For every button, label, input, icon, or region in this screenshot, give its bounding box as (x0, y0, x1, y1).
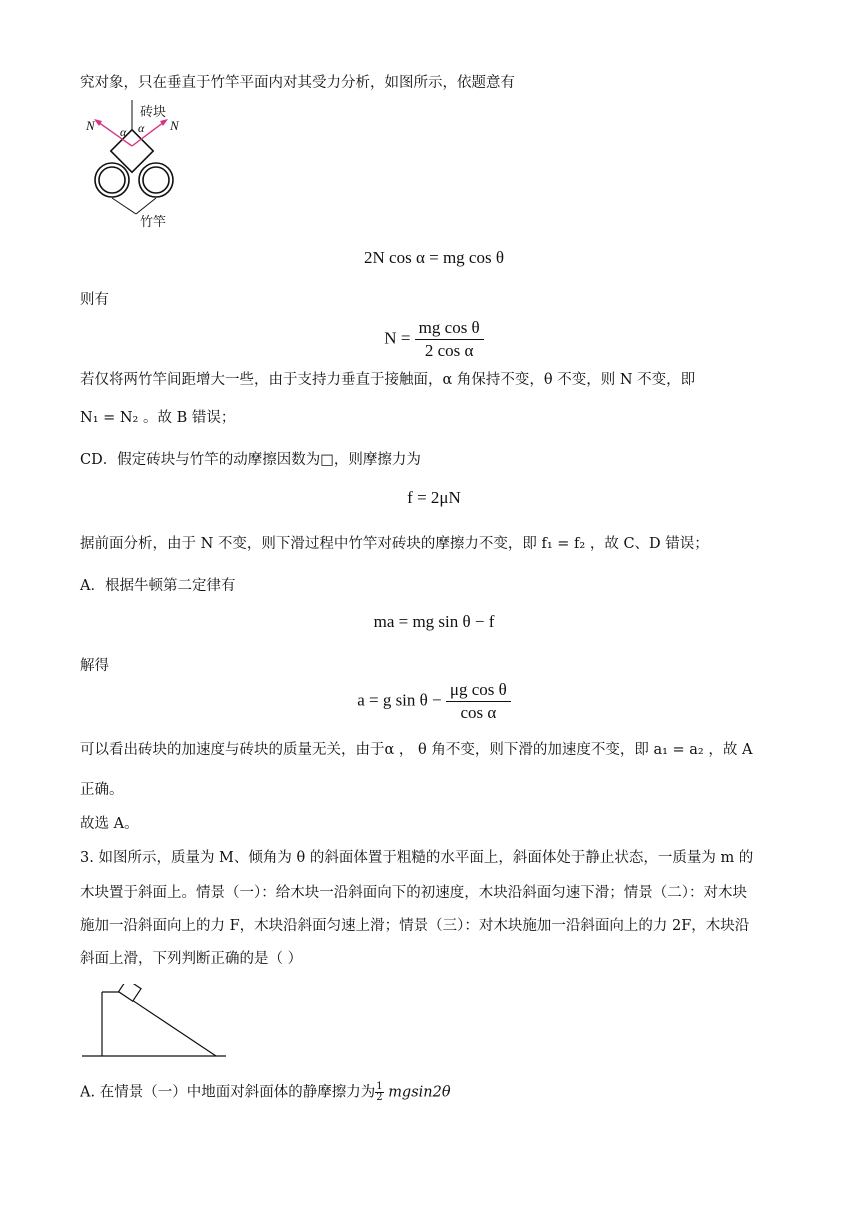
equation-1: 2N cos α = mg cos θ (364, 248, 504, 267)
equation-5 (0, 680, 868, 723)
option-a-fraction (375, 1082, 383, 1103)
arrowhead-left (94, 119, 102, 126)
text-line: 可以看出砖块的加速度与砖块的质量无关，由于α ， θ 角不变，则下滑的加速度不变，即 a₁ = a₂ ，故 A (80, 742, 753, 758)
block-on-incline (119, 984, 141, 1001)
question-3-line: 3. 如图所示，质量为 M、倾角为 θ 的斜面体置于粗糙的水平面上，斜面体处于静止状态，一质量为 m 的 (80, 850, 754, 866)
text-line: N₁ = N₂ 。故 B 错误； (80, 410, 236, 426)
text-line: 故选 A。 (80, 816, 139, 832)
text-line: A．根据牛顿第二定律有 (80, 578, 236, 594)
pointer-left (112, 198, 136, 214)
text-line: 究对象，只在垂直于竹竿平面内对其受力分析，如图所示，依题意有 (80, 75, 515, 91)
question-3-line: 木块置于斜面上。情景（一）：给木块一沿斜面向下的初速度，木块沿斜面匀速下滑；情景（二）：对木块 (80, 885, 747, 901)
pole-left-outer (95, 163, 129, 197)
label-brick: 砖块 (140, 104, 167, 119)
question-3-line: 施加一沿斜面向上的力 F，木块沿斜面匀速上滑；情景（三）：对木块施加一沿斜面向上的力 2F，木块沿 (80, 918, 750, 934)
text-line: 若仅将两竹竿间距增大一些，由于支持力垂直于接触面，α 角保持不变，θ 不变，则 N 不变，即 (80, 372, 696, 388)
label-alpha-right: α (138, 121, 145, 135)
incline-slope (120, 992, 216, 1056)
label-n-right: N (170, 118, 179, 133)
equation-5-lhs: a = g sin θ − (357, 690, 442, 710)
text-line: 则有 (80, 292, 109, 308)
pole-left-inner (99, 167, 125, 193)
pole-right-inner (143, 167, 169, 193)
text-line: CD．假定砖块与竹竿的动摩擦因数为□，则摩擦力为 (80, 452, 421, 468)
text-line: 解得 (80, 658, 109, 674)
fraction-denominator: cos α (460, 703, 497, 722)
label-pole: 竹竿 (140, 214, 167, 229)
equation-3: f = 2μN (407, 488, 461, 507)
label-alpha-left: α (120, 125, 127, 139)
fraction-denominator: 2 (376, 1092, 383, 1103)
incline-figure (80, 984, 230, 1060)
fraction-denominator: 2 cos α (424, 341, 474, 360)
option-a-suffix: mgsin2θ (388, 1084, 451, 1101)
fraction-numerator: mg cos θ (415, 318, 484, 340)
text-line: 正确。 (80, 782, 124, 798)
option-a[interactable] (80, 1082, 451, 1103)
equation-2-lhs: N = (384, 328, 411, 348)
equation-4: ma = mg sin θ − f (373, 612, 495, 631)
fraction-numerator: 1 (376, 1081, 383, 1092)
fraction-numerator: μg cos θ (446, 680, 511, 702)
equation-2 (0, 318, 868, 361)
question-3-line: 斜面上滑，下列判断正确的是（ ） (80, 951, 303, 967)
pointer-right (136, 198, 156, 214)
brick-on-poles-figure (80, 100, 190, 232)
label-n-left: N (86, 118, 95, 133)
pole-right-outer (139, 163, 173, 197)
option-a-prefix: A. 在情景（一）中地面对斜面体的静摩擦力为 (80, 1084, 376, 1101)
text-line: 据前面分析，由于 N 不变，则下滑过程中竹竿对砖块的摩擦力不变，即 f₁ = f₂ ，故 C、D 错误； (80, 536, 709, 552)
equation-5-fraction (446, 680, 511, 723)
equation-2-fraction (415, 318, 484, 361)
